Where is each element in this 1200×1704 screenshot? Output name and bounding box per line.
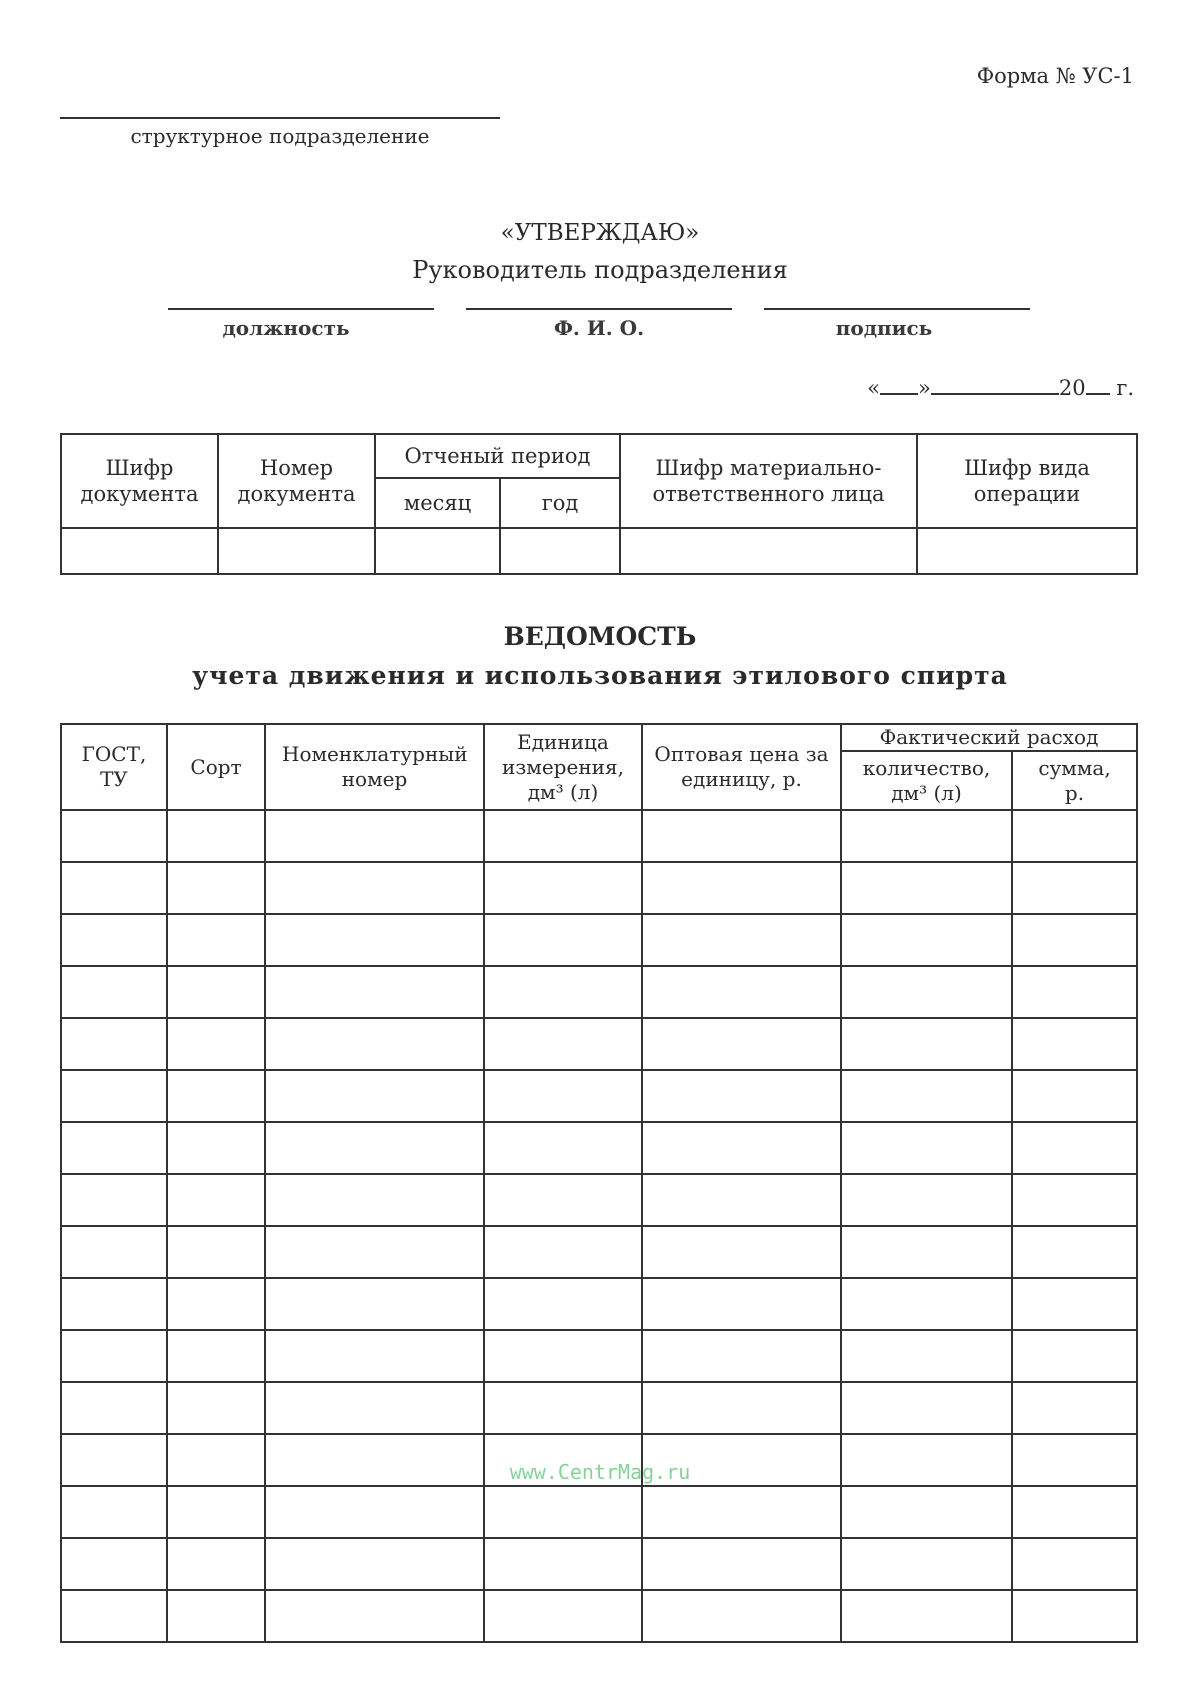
header-quantity: количество, дм³ (л) [841,751,1012,810]
table-row [61,1122,1137,1174]
grade-cell[interactable] [167,862,265,914]
gost-tu-cell[interactable] [61,1122,167,1174]
nomenclature-number-cell[interactable] [265,914,484,966]
gost-tu-cell[interactable] [61,914,167,966]
gost-tu-cell[interactable] [61,1330,167,1382]
unit-cell[interactable] [484,1018,642,1070]
grade-cell[interactable] [167,1278,265,1330]
quantity-cell[interactable] [841,1486,1012,1538]
sum-cell[interactable] [1012,914,1137,966]
document-title: ВЕДОМОСТЬ [503,622,697,651]
price-cell[interactable] [642,862,841,914]
header-gost-tu: ГОСТ, ТУ [61,724,167,810]
header-unit-of-measure: Единица измерения, дм³ (л) [484,724,642,810]
sum-cell[interactable] [1012,1538,1137,1590]
nomenclature-number-cell[interactable] [265,1174,484,1226]
date-month-field[interactable] [931,373,1059,395]
unit-cell[interactable] [484,810,642,862]
gost-tu-cell[interactable] [61,1226,167,1278]
gost-tu-cell[interactable] [61,1018,167,1070]
quantity-cell[interactable] [841,1070,1012,1122]
sum-cell[interactable] [1012,1590,1137,1642]
table-row [61,1174,1137,1226]
nomenclature-number-cell[interactable] [265,1330,484,1382]
document-number-cell[interactable] [218,528,375,574]
header-sum: сумма, р. [1012,751,1137,810]
header-responsible-person-code: Шифр материально-ответственного лица [620,434,917,528]
table-row [61,914,1137,966]
approval-heading: «УТВЕРЖДАЮ» [500,220,700,246]
position-caption: должность [222,316,350,340]
sum-cell[interactable] [1012,1070,1137,1122]
header-report-period: Отченый период [375,434,620,478]
nomenclature-number-cell[interactable] [265,1226,484,1278]
date-close-quote: » [918,376,931,400]
grade-cell[interactable] [167,1226,265,1278]
watermark: www.CentrMag.ru [509,1460,691,1484]
table-row [61,966,1137,1018]
sum-cell[interactable] [1012,966,1137,1018]
full-name-line[interactable] [466,308,732,310]
price-cell[interactable] [642,1278,841,1330]
grade-cell[interactable] [167,966,265,1018]
quantity-cell[interactable] [841,862,1012,914]
unit-cell[interactable] [484,1538,642,1590]
unit-cell[interactable] [484,1122,642,1174]
date-year-suffix: г. [1116,376,1134,400]
unit-cell[interactable] [484,1486,642,1538]
grade-cell[interactable] [167,914,265,966]
approval-role: Руководитель подразделения [412,256,788,284]
grade-cell[interactable] [167,1070,265,1122]
nomenclature-number-cell[interactable] [265,1070,484,1122]
header-year: год [500,478,620,528]
grade-cell[interactable] [167,1590,265,1642]
table-row [61,1486,1137,1538]
unit-cell[interactable] [484,914,642,966]
sum-cell[interactable] [1012,1122,1137,1174]
unit-cell[interactable] [484,1226,642,1278]
sum-cell[interactable] [1012,1018,1137,1070]
form-number: Форма № УС-1 [976,64,1134,88]
table-row [61,1330,1137,1382]
alcohol-ledger-table [60,723,1138,1643]
header-operation-type-code: Шифр вида операции [917,434,1137,528]
nomenclature-number-cell[interactable] [265,810,484,862]
quantity-cell[interactable] [841,1382,1012,1434]
header-document-code: Шифр документа [61,434,218,528]
price-cell[interactable] [642,914,841,966]
sum-cell[interactable] [1012,1174,1137,1226]
quantity-cell[interactable] [841,1018,1012,1070]
department-caption: структурное подразделение [130,124,430,148]
nomenclature-number-cell[interactable] [265,1382,484,1434]
unit-cell[interactable] [484,1590,642,1642]
document-info-input-row [61,528,1137,574]
table-row [61,862,1137,914]
gost-tu-cell[interactable] [61,1382,167,1434]
grade-cell[interactable] [167,1018,265,1070]
full-name-caption: Ф. И. О. [553,316,645,340]
grade-cell[interactable] [167,1330,265,1382]
table-row [61,1018,1137,1070]
date-open-quote: « [867,376,881,400]
grade-cell[interactable] [167,1122,265,1174]
quantity-cell[interactable] [841,1174,1012,1226]
table-row [61,1590,1137,1642]
price-cell[interactable] [642,1382,841,1434]
price-cell[interactable] [642,1330,841,1382]
gost-tu-cell[interactable] [61,1538,167,1590]
table-row [61,1538,1137,1590]
quantity-cell[interactable] [841,1278,1012,1330]
nomenclature-number-cell[interactable] [265,862,484,914]
header-nomenclature-number: Номенклатурный номер [265,724,484,810]
quantity-cell[interactable] [841,1122,1012,1174]
month-cell[interactable] [375,528,500,574]
header-wholesale-price: Оптовая цена за единицу, р. [642,724,841,810]
nomenclature-number-cell[interactable] [265,1122,484,1174]
sum-cell[interactable] [1012,1382,1137,1434]
unit-cell[interactable] [484,1174,642,1226]
price-cell[interactable] [642,1538,841,1590]
nomenclature-number-cell[interactable] [265,966,484,1018]
gost-tu-cell[interactable] [61,966,167,1018]
quantity-cell[interactable] [841,914,1012,966]
quantity-cell[interactable] [841,1590,1012,1642]
price-cell[interactable] [642,1486,841,1538]
gost-tu-cell[interactable] [61,1278,167,1330]
unit-cell[interactable] [484,862,642,914]
table-row [61,1226,1137,1278]
header-grade: Сорт [167,724,265,810]
gost-tu-cell[interactable] [61,1486,167,1538]
quantity-cell[interactable] [841,966,1012,1018]
operation-type-code-cell[interactable] [917,528,1137,574]
sum-cell[interactable] [1012,810,1137,862]
date-day-field[interactable] [880,373,918,395]
sum-cell[interactable] [1012,1226,1137,1278]
price-cell[interactable] [642,966,841,1018]
grade-cell[interactable] [167,1174,265,1226]
header-month: месяц [375,478,500,528]
gost-tu-cell[interactable] [61,1590,167,1642]
table-row [61,810,1137,862]
nomenclature-number-cell[interactable] [265,1486,484,1538]
date-year-field[interactable] [1086,373,1110,395]
price-cell[interactable] [642,1174,841,1226]
approval-date [867,373,1134,400]
quantity-cell[interactable] [841,1330,1012,1382]
unit-cell[interactable] [484,1070,642,1122]
quantity-cell[interactable] [841,810,1012,862]
grade-cell[interactable] [167,1486,265,1538]
price-cell[interactable] [642,1226,841,1278]
header-actual-consumption: Фактический расход [841,724,1137,751]
ledger-rows [61,810,1137,1642]
table-row [61,1382,1137,1434]
nomenclature-number-cell[interactable] [265,1018,484,1070]
document-subtitle: учета движения и использования этилового спирта [192,661,1008,690]
price-cell[interactable] [642,810,841,862]
quantity-cell[interactable] [841,1538,1012,1590]
unit-cell[interactable] [484,1330,642,1382]
grade-cell[interactable] [167,1538,265,1590]
nomenclature-number-cell[interactable] [265,1590,484,1642]
position-line[interactable] [168,308,434,310]
gost-tu-cell[interactable] [61,810,167,862]
price-cell[interactable] [642,1590,841,1642]
year-cell[interactable] [500,528,620,574]
sum-cell[interactable] [1012,1486,1137,1538]
signature-caption: подпись [835,316,933,340]
document-code-cell[interactable] [61,528,218,574]
price-cell[interactable] [642,1070,841,1122]
unit-cell[interactable] [484,966,642,1018]
quantity-cell[interactable] [841,1226,1012,1278]
header-document-number: Номер документа [218,434,375,528]
document-info-table [60,433,1138,575]
price-cell[interactable] [642,1122,841,1174]
responsible-person-code-cell[interactable] [620,528,917,574]
department-signature-line[interactable] [60,117,500,119]
table-row [61,1278,1137,1330]
unit-cell[interactable] [484,1278,642,1330]
date-year-prefix: 20 [1058,376,1086,400]
grade-cell[interactable] [167,1382,265,1434]
table-row [61,1070,1137,1122]
price-cell[interactable] [642,1018,841,1070]
nomenclature-number-cell[interactable] [265,1278,484,1330]
nomenclature-number-cell[interactable] [265,1538,484,1590]
sum-cell[interactable] [1012,1278,1137,1330]
grade-cell[interactable] [167,810,265,862]
unit-cell[interactable] [484,1382,642,1434]
gost-tu-cell[interactable] [61,1174,167,1226]
signature-line[interactable] [764,308,1030,310]
gost-tu-cell[interactable] [61,1070,167,1122]
sum-cell[interactable] [1012,862,1137,914]
gost-tu-cell[interactable] [61,862,167,914]
sum-cell[interactable] [1012,1330,1137,1382]
